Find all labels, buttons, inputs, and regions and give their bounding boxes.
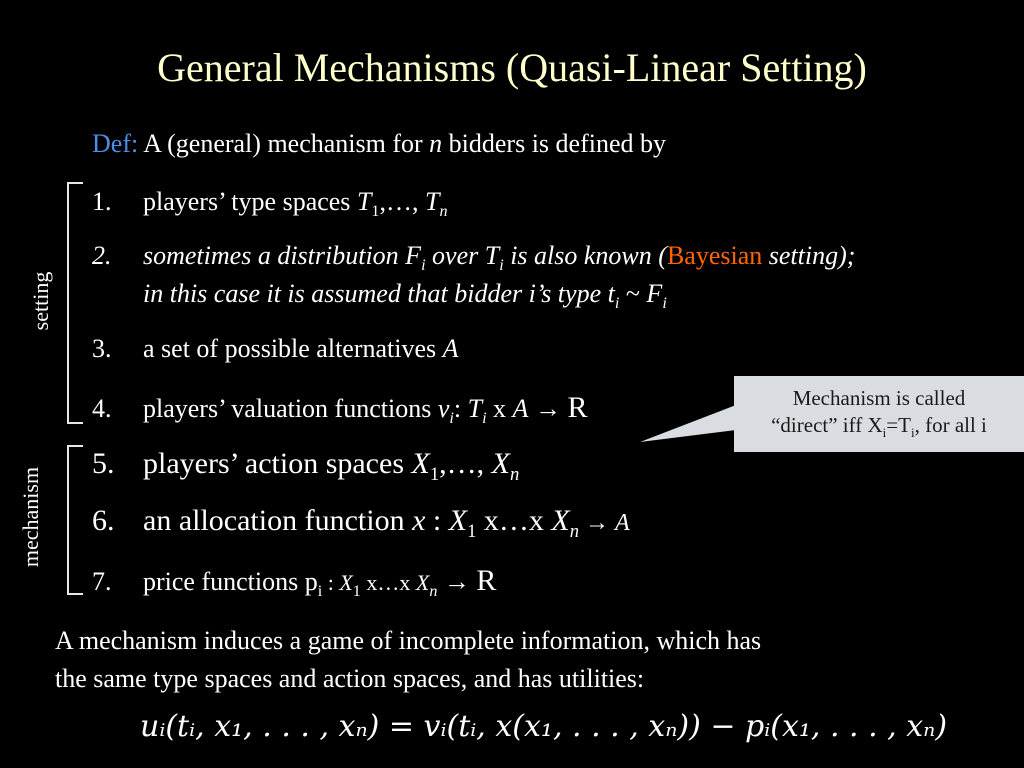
- subscript: i: [910, 425, 915, 441]
- slide-title: General Mechanisms (Quasi-Linear Setting): [157, 45, 867, 90]
- subscript: n: [569, 521, 579, 542]
- subscript: 1: [429, 464, 440, 485]
- item-text: an allocation function: [143, 504, 413, 537]
- subscript: i: [421, 257, 426, 275]
- list-item-4: [92, 393, 587, 427]
- callout-text: “direct” iff X: [771, 413, 883, 438]
- math-R: R: [476, 564, 497, 597]
- item-text: ,…,: [379, 187, 425, 216]
- item-number: 3.: [92, 334, 112, 363]
- item-text: price functions p: [143, 567, 318, 596]
- subscript: n: [429, 583, 438, 601]
- list-item-2: [92, 243, 855, 274]
- subscript: i: [662, 295, 667, 313]
- item-text: :: [425, 504, 449, 537]
- mechanism-bracket: [67, 445, 83, 595]
- subscript: i: [449, 410, 454, 428]
- setting-label: setting: [28, 271, 53, 331]
- arrow-symbol: →: [528, 394, 568, 423]
- subscript: i: [882, 425, 887, 441]
- subscript: 1: [467, 521, 477, 542]
- item-text: players’ action spaces: [143, 447, 412, 480]
- arrow-symbol: →: [579, 510, 615, 536]
- subscript: i: [317, 583, 323, 601]
- subscript: n: [439, 203, 448, 221]
- item-text: :: [322, 570, 340, 595]
- item-number: 4.: [92, 394, 112, 423]
- item-number: 6.: [92, 504, 115, 537]
- tilde: ~: [619, 279, 647, 308]
- math-T: T: [424, 187, 440, 216]
- item-text: over: [425, 241, 485, 270]
- def-n: n: [429, 129, 443, 158]
- math-A: A: [442, 334, 459, 363]
- math-X: X: [339, 570, 353, 595]
- arrow-symbol: →: [437, 567, 477, 596]
- paragraph-line1: A mechanism induces a game of incomplete information, which has: [55, 626, 762, 655]
- item-text: :: [453, 394, 468, 423]
- subscript: 1: [352, 583, 361, 601]
- item-text: x: [486, 394, 513, 423]
- math-F: F: [646, 279, 663, 308]
- subscript: 1: [371, 203, 380, 221]
- item-text: players’ valuation functions: [143, 394, 438, 423]
- item-number: 7.: [92, 567, 112, 596]
- math-X: X: [415, 570, 430, 595]
- math-A: A: [615, 510, 630, 536]
- subscript: n: [509, 464, 520, 485]
- math-A: A: [512, 394, 529, 423]
- item-text: players’ type spaces: [143, 187, 357, 216]
- subscript: i: [482, 410, 487, 428]
- item-text: x…x: [360, 570, 416, 595]
- list-item-6: [92, 506, 630, 542]
- math-F: F: [405, 241, 422, 270]
- item-text: in this case it is assumed that bidder i’s type: [143, 279, 608, 308]
- math-X: X: [491, 447, 510, 480]
- list-item-3: [92, 336, 459, 362]
- subscript: i: [614, 295, 620, 313]
- math-T: T: [356, 187, 372, 216]
- math-T: T: [467, 394, 483, 423]
- bayesian-highlight: Bayesian: [666, 241, 763, 270]
- math-T: T: [484, 241, 500, 270]
- item-text: a set of possible alternatives: [143, 334, 443, 363]
- item-number: 2.: [92, 241, 112, 270]
- list-item-7: [92, 566, 496, 600]
- def-text-a: A (general) mechanism for: [143, 129, 430, 158]
- list-item-5: [92, 449, 519, 485]
- callout-line1: Mechanism is called: [792, 386, 966, 410]
- list-item-2-line2: [143, 281, 667, 312]
- list-item-1: [92, 189, 448, 220]
- item-text: ,…,: [439, 447, 492, 480]
- item-text: sometimes a distribution: [143, 241, 406, 270]
- utility-formula: uᵢ(tᵢ, x₁, . . . , xₙ) = vᵢ(tᵢ, x(x₁, . . . , xₙ)) − pᵢ(x₁, . . . , xₙ): [140, 709, 948, 744]
- def-text-b: bidders is defined by: [442, 129, 667, 158]
- item-text: setting);: [762, 241, 856, 270]
- summary-paragraph: [55, 622, 955, 697]
- item-number: 5.: [92, 447, 115, 480]
- subscript: i: [499, 257, 504, 275]
- item-text: x…x: [476, 504, 552, 537]
- callout-line2: [734, 412, 1024, 442]
- math-X: X: [448, 504, 468, 537]
- item-number: 1.: [92, 187, 112, 216]
- callout-text: , for all i: [914, 413, 987, 438]
- paragraph-line2: the same type spaces and action spaces, and has utilities:: [55, 663, 645, 693]
- item-text: is also known (: [503, 241, 667, 270]
- definition-line: [92, 131, 666, 157]
- callout-box: [734, 376, 1024, 452]
- setting-bracket: [67, 182, 83, 424]
- def-label: Def:: [92, 129, 139, 158]
- math-t: t: [607, 279, 615, 308]
- math-R: R: [567, 391, 588, 424]
- math-x: x: [412, 504, 426, 537]
- math-X: X: [411, 447, 430, 480]
- callout-text: =T: [886, 413, 911, 438]
- mechanism-label: mechanism: [18, 466, 43, 568]
- math-X: X: [551, 504, 570, 537]
- math-v: v: [437, 394, 450, 423]
